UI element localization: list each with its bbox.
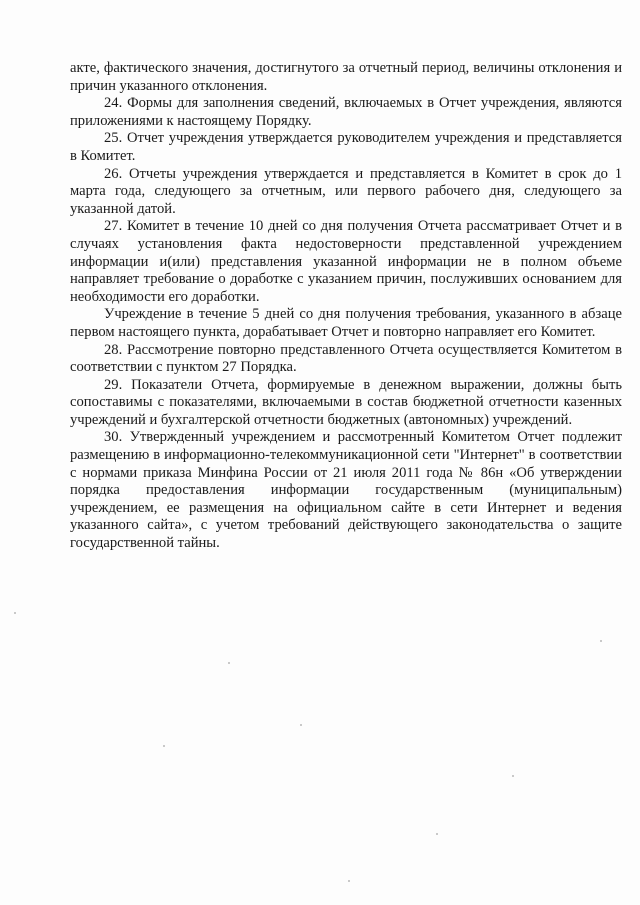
paragraph-item-29: 29. Показатели Отчета, формируемые в денежном выражении, должны быть сопоставимы с показателями, включаемыми в состав бюджетной отчетности казенных учреждений и бухгалтерской отчетности бюджетных (автономных) учреждений.	[70, 376, 622, 428]
scan-speck	[14, 612, 16, 614]
paragraph-item-30: 30. Утвержденный учреждением и рассмотренный Комитетом Отчет подлежит размещению в информационно-телекоммуникационной сети "Интернет" в соответствии с нормами приказа Минфина России от 21 июля 2011 года № 86н «Об утверждении порядка предоставления информации государственным (муниципальным) учреждением, ее размещения на официальном сайте в сети Интернет и ведения указанного сайта», с учетом требований действующего законодательства о защите государственной тайны.	[70, 429, 622, 552]
scan-speck	[163, 745, 165, 747]
scan-speck	[600, 640, 602, 642]
paragraph-item-28: 28. Рассмотрение повторно представленного Отчета осуществляется Комитетом в соответствии с пунктом 27 Порядка.	[70, 341, 622, 376]
scan-speck	[512, 775, 514, 777]
scan-speck	[300, 724, 302, 726]
paragraph-item-27-second: Учреждение в течение 5 дней со дня получения требования, указанного в абзаце первом настоящего пункта, дорабатывает Отчет и повторно направляет его Комитет.	[70, 306, 622, 340]
paragraph-item-26: 26. Отчеты учреждения утверждается и представляется в Комитет в срок до 1 марта года, следующего за отчетным, или первого рабочего дня, следующего за указанной датой.	[70, 165, 622, 217]
paragraph-item-24: 24. Формы для заполнения сведений, включаемых в Отчет учреждения, являются приложениями к настоящему Порядку.	[70, 95, 622, 129]
scan-speck	[436, 833, 438, 835]
paragraph-item-27: 27. Комитет в течение 10 дней со дня получения Отчета рассматривает Отчет и в случаях установления факта недостоверности представленной учреждением информации и(или) представления указанной информации не в полном объеме направляет требование о доработке с указанием причин, послуживших основанием для необходимости его доработки.	[70, 218, 622, 305]
paragraph-continuation: акте, фактического значения, достигнутого за отчетный период, величины отклонения и причин указанного отклонения.	[70, 60, 622, 94]
scan-speck	[228, 662, 230, 664]
document-body	[70, 60, 622, 553]
paragraph-item-25: 25. Отчет учреждения утверждается руководителем учреждения и представляется в Комитет.	[70, 130, 622, 164]
scan-speck	[348, 880, 350, 882]
